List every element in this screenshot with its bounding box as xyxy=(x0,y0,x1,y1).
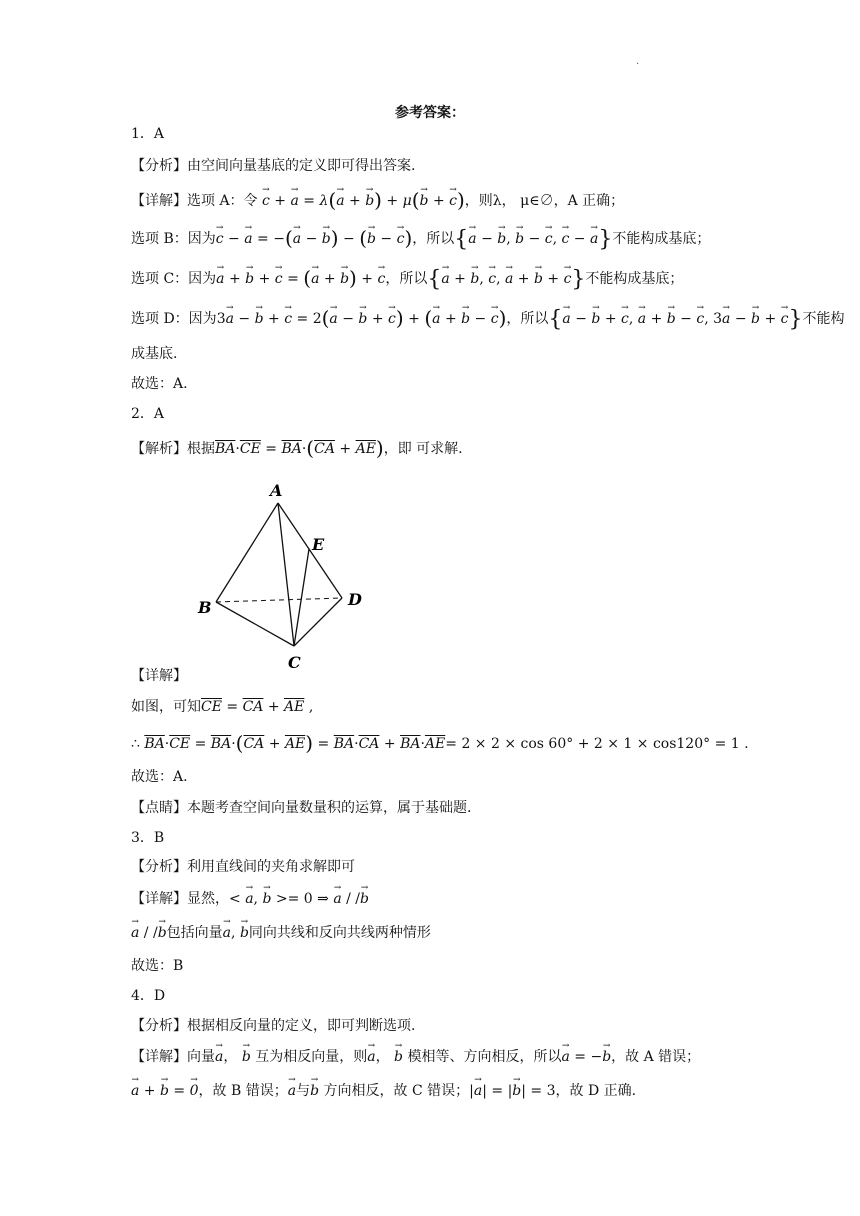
vertex-label-c: C xyxy=(288,653,301,672)
q3-detail xyxy=(131,888,369,910)
q4-line2-d: ，故 D 正确. xyxy=(555,1083,637,1099)
q4-detail-b: 互为相反向量，则 xyxy=(255,1049,368,1065)
q1-detail-label: 【详解】 xyxy=(131,193,187,209)
q3-parallel-vectors: a →, b → xyxy=(223,925,249,941)
q1-detail-b xyxy=(131,227,710,251)
q3-parallel xyxy=(131,922,431,944)
q1-c-prefix: 选项 C：因为 xyxy=(131,271,217,287)
header-dot: . xyxy=(636,56,640,67)
q4-formula-sum: a → + b → = 0 → xyxy=(131,1083,199,1099)
q1-b-mid: ，所以 xyxy=(412,231,455,247)
edge-ab xyxy=(216,503,278,602)
vertex-label-b: B xyxy=(198,598,212,617)
q1-formula-c: a → + b → + c → = (a → + b →) + c → xyxy=(216,271,385,287)
q2-calc-formula: ∴ $\overline{BA}\cdot\overline{CE} = \overline{BA}\cdot(\overline{CA} + \overline{AE}) = \overline{BA}\cdot\overline{CA} + \overline{BA}\cdot\overline{AE}$ xyxy=(131,731,446,755)
q4-number: 4．D xyxy=(131,988,166,1004)
q2-answer: 故选：A. xyxy=(131,769,188,785)
q4-formula-neg: a → = −b → xyxy=(561,1049,611,1065)
q1-answer: 故选：A. xyxy=(131,376,188,392)
q1-d-suffix: 不能构 xyxy=(802,311,845,327)
q2-known xyxy=(131,696,313,718)
q4-line2-a: ，故 B 错误； xyxy=(198,1083,288,1099)
q3-parallel-formula: a → / /b → xyxy=(131,925,167,941)
q2-analysis-prefix: 【解析】根据 xyxy=(131,441,215,457)
q1-analysis: 【分析】由空间向量基底的定义即可得出答案. xyxy=(131,158,416,174)
q4-detail-line1: 【详解】向量a →， b → 互为相反向量，则a →， b → 模相等、方向相反，所以a → = −b →，故 A 错误； xyxy=(131,1046,700,1068)
q2-known-prefix: 如图，可知 xyxy=(131,699,201,715)
edge-bc xyxy=(216,602,294,646)
q3-parallel-text: 包括向量 xyxy=(166,925,223,941)
q2-detail-label: 【详解】 xyxy=(131,668,187,684)
q4-detail-d: ，故 A 错误； xyxy=(611,1049,701,1065)
q2-calc xyxy=(131,732,749,755)
q1-detail-a xyxy=(131,189,624,212)
edge-ac xyxy=(278,503,294,646)
q4-line2-b: 与 xyxy=(296,1083,311,1099)
q4-formula-mod: |a →| = |b →| = 3 xyxy=(469,1083,555,1099)
q3-parallel-tail: 同向共线和反向共线两种情形 xyxy=(248,925,431,941)
q1-c-mid: ，所以 xyxy=(385,271,428,287)
edge-bd-hidden xyxy=(216,598,342,602)
q1-detail-a-suffix: ，则λ， μ∈∅，A 正确； xyxy=(464,193,625,209)
q3-detail-formula: < a →, b → >= 0 ⇒ a → / /b → xyxy=(229,891,369,907)
q4-detail-c: 模相等、方向相反，所以 xyxy=(407,1049,562,1065)
q2-number: 2．A xyxy=(131,406,165,422)
q3-detail-prefix: 【详解】显然， xyxy=(131,891,229,907)
q1-formula-a: c → + a → = λ(a → + b →) + μ(b → + c →) xyxy=(262,193,465,209)
q3-number: 3．B xyxy=(131,830,165,846)
q1-formula-b: c → − a → = −(a → − b →) − (b → − c →) xyxy=(216,231,413,247)
tetrahedron-diagram xyxy=(190,478,370,678)
q4-detail-line2: a → + b → = 0 →，故 B 错误；a →与b → 方向相反，故 C 错误；|a →| = |b →| = 3，故 D 正确. xyxy=(131,1080,636,1102)
q1-b-prefix: 选项 B：因为 xyxy=(131,231,216,247)
vertex-label-a: A xyxy=(270,481,283,500)
q3-analysis: 【分析】利用直线间的夹角求解即可 xyxy=(131,859,355,875)
q3-answer: 故选：B xyxy=(131,958,184,974)
q4-detail-a: 【详解】向量 xyxy=(131,1049,215,1065)
q2-analysis-suffix: ，即 可求解. xyxy=(383,441,463,457)
q2-analysis-formula: $\overline{BA}\cdot\overline{CE} = \overline{BA}\cdot(\overline{CA} + \overline{AE})$ xyxy=(215,436,384,460)
q1-d-mid: ，所以 xyxy=(506,311,549,327)
segment-ce xyxy=(294,549,309,646)
edge-cd xyxy=(294,598,342,646)
q1-set-d: {a → − b → + c →, a → + b → − c →, 3a → − b → + c →} xyxy=(548,311,802,327)
q1-detail-a-prefix: 选项 A：令 xyxy=(187,193,258,209)
q1-d-prefix: 选项 D：因为 xyxy=(131,311,217,327)
q2-calc-tail: = 2 × 2 × cos 60° + 2 × 1 × cos120° = 1 . xyxy=(445,736,749,752)
vertex-label-e: E xyxy=(312,535,325,554)
q1-c-suffix: 不能构成基底； xyxy=(585,271,684,287)
q1-set-c: {a → + b →, c →, a → + b → + c →} xyxy=(427,271,585,287)
q1-b-suffix: 不能构成基底； xyxy=(612,231,711,247)
q1-number: 1．A xyxy=(131,126,165,142)
q1-formula-d: 3a → − b → + c → = 2(a → − b → + c →) + (a → + b → − c →) xyxy=(217,311,507,327)
q4-line2-c: 方向相反，故 C 错误； xyxy=(323,1083,470,1099)
q1-detail-c xyxy=(131,267,683,291)
q1-set-b: {a → − b →, b → − c →, c → − a →} xyxy=(454,231,612,247)
q2-analysis xyxy=(131,437,463,460)
page-title: 参考答案： xyxy=(395,105,465,121)
q2-known-formula: $\overline{CE} = \overline{CA} + \overline{AE}$ , xyxy=(201,699,314,715)
vertex-label-d: D xyxy=(348,590,362,609)
q4-analysis: 【分析】根据相反向量的定义，即可判断选项. xyxy=(131,1018,416,1034)
q2-comment: 【点睛】本题考查空间向量数量积的运算，属于基础题. xyxy=(131,800,472,816)
q1-detail-d xyxy=(131,307,844,331)
q1-detail-d-cont: 成基底. xyxy=(131,346,178,362)
